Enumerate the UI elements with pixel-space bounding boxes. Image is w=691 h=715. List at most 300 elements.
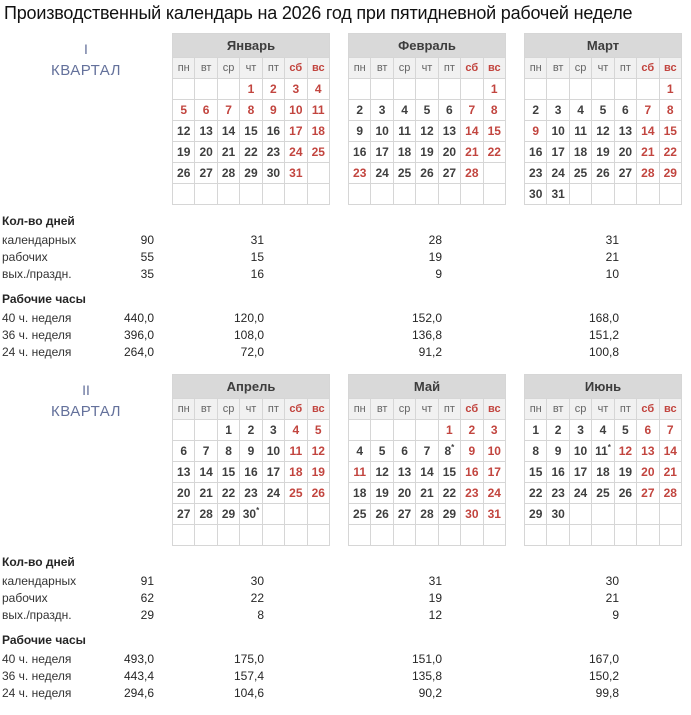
day-cell bbox=[659, 504, 681, 525]
day-cell bbox=[614, 504, 636, 525]
stats-value: 9 bbox=[435, 266, 442, 281]
day-cell bbox=[307, 184, 329, 205]
day-cell bbox=[349, 525, 371, 546]
day-cell bbox=[371, 420, 393, 441]
day-cell: 31 bbox=[285, 163, 307, 184]
stats-value: 21 bbox=[605, 590, 619, 605]
day-cell: 12 bbox=[173, 121, 195, 142]
day-cell: 10 bbox=[483, 441, 505, 462]
stats-value: 167,0 bbox=[588, 651, 619, 666]
day-cell: 25 bbox=[592, 483, 614, 504]
weekday-label: вт bbox=[195, 58, 217, 79]
month-calendar bbox=[348, 33, 506, 205]
stats-value: 150,2 bbox=[588, 668, 619, 683]
day-cell bbox=[173, 79, 195, 100]
month-calendar-body bbox=[349, 420, 506, 546]
day-cell: 4 bbox=[393, 100, 415, 121]
month-calendar-body bbox=[525, 79, 682, 205]
day-cell: 22 bbox=[217, 483, 239, 504]
weekday-label: пн bbox=[173, 58, 195, 79]
day-cell bbox=[307, 525, 329, 546]
stats-section-gap bbox=[2, 623, 619, 630]
days-count-section-title-row bbox=[2, 552, 619, 572]
stats-value: 90 bbox=[140, 232, 154, 247]
day-cell: 19 bbox=[592, 142, 614, 163]
stats-value: 120,0 bbox=[233, 310, 264, 325]
weekday-label: чт bbox=[240, 399, 262, 420]
day-cell: 21 bbox=[461, 142, 483, 163]
weekday-header-row bbox=[349, 58, 506, 79]
day-cell bbox=[195, 184, 217, 205]
month-title-row bbox=[525, 34, 682, 58]
day-cell: 19 bbox=[614, 462, 636, 483]
stats-value: 151,0 bbox=[411, 651, 442, 666]
day-cell: 6 bbox=[438, 100, 460, 121]
weekday-label: чт bbox=[240, 58, 262, 79]
week-row bbox=[525, 441, 682, 462]
stats-row bbox=[2, 684, 619, 701]
day-cell: 30* bbox=[240, 504, 262, 525]
day-cell: 30 bbox=[262, 163, 284, 184]
day-cell bbox=[195, 525, 217, 546]
day-cell bbox=[307, 163, 329, 184]
day-cell bbox=[525, 525, 547, 546]
day-cell: 25 bbox=[307, 142, 329, 163]
stats-value: 16 bbox=[250, 266, 264, 281]
month-title: Апрель bbox=[173, 375, 330, 399]
week-row bbox=[349, 163, 506, 184]
day-cell: 8 bbox=[240, 100, 262, 121]
day-cell: 15 bbox=[659, 121, 681, 142]
week-row bbox=[349, 79, 506, 100]
day-cell: 3 bbox=[547, 100, 569, 121]
stats-row-label: 36 ч. неделя bbox=[2, 327, 72, 342]
weekday-label: ср bbox=[217, 399, 239, 420]
day-cell: 17 bbox=[285, 121, 307, 142]
day-cell bbox=[371, 79, 393, 100]
day-cell: 2 bbox=[525, 100, 547, 121]
day-cell bbox=[217, 184, 239, 205]
days-count-section-title: Кол-во дней bbox=[2, 214, 75, 228]
stats-row-label: 24 ч. неделя bbox=[2, 344, 72, 359]
stats-value: 396,0 bbox=[123, 327, 154, 342]
day-cell: 20 bbox=[195, 142, 217, 163]
quarter-label bbox=[0, 374, 172, 423]
day-cell: 28 bbox=[461, 163, 483, 184]
quarters-container bbox=[0, 33, 691, 701]
day-cell bbox=[569, 525, 591, 546]
day-cell: 19 bbox=[416, 142, 438, 163]
day-cell: 18 bbox=[592, 462, 614, 483]
month-title: Май bbox=[349, 375, 506, 399]
day-cell bbox=[393, 184, 415, 205]
weekday-label: вс bbox=[483, 58, 505, 79]
day-cell bbox=[461, 79, 483, 100]
month-title: Февраль bbox=[349, 34, 506, 58]
quarter-1-block bbox=[0, 33, 691, 360]
week-row bbox=[173, 163, 330, 184]
day-cell: 26 bbox=[371, 504, 393, 525]
day-cell: 7 bbox=[195, 441, 217, 462]
month-calendar-head bbox=[349, 375, 506, 420]
day-cell: 28 bbox=[217, 163, 239, 184]
day-cell bbox=[349, 79, 371, 100]
day-cell bbox=[240, 184, 262, 205]
week-row bbox=[349, 184, 506, 205]
day-cell: 18 bbox=[349, 483, 371, 504]
day-cell bbox=[173, 525, 195, 546]
weekday-label: пн bbox=[349, 58, 371, 79]
weekday-label: сб bbox=[637, 58, 659, 79]
day-cell: 11* bbox=[592, 441, 614, 462]
day-cell: 27 bbox=[614, 163, 636, 184]
weekday-label: вт bbox=[547, 58, 569, 79]
day-cell: 5 bbox=[614, 420, 636, 441]
weekday-label: пт bbox=[614, 399, 636, 420]
month-title-row bbox=[525, 375, 682, 399]
day-cell: 15 bbox=[240, 121, 262, 142]
month-calendar-body bbox=[349, 79, 506, 205]
working-hours-section-title-row bbox=[2, 289, 619, 309]
day-cell: 9 bbox=[349, 121, 371, 142]
stats-value: 135,8 bbox=[411, 668, 442, 683]
stats-value: 31 bbox=[428, 573, 442, 588]
stats-value: 8 bbox=[257, 607, 264, 622]
week-row bbox=[349, 100, 506, 121]
day-cell: 18 bbox=[569, 142, 591, 163]
weekday-label: пт bbox=[438, 58, 460, 79]
stats-value: 91 bbox=[140, 573, 154, 588]
stats-value: 12 bbox=[428, 607, 442, 622]
day-cell: 23 bbox=[349, 163, 371, 184]
week-row bbox=[525, 525, 682, 546]
day-cell: 25 bbox=[285, 483, 307, 504]
day-cell: 25 bbox=[569, 163, 591, 184]
day-cell: 26 bbox=[592, 163, 614, 184]
day-cell: 4 bbox=[592, 420, 614, 441]
quarter-1-calendars-row bbox=[0, 33, 691, 205]
day-cell: 21 bbox=[416, 483, 438, 504]
stats-value: 19 bbox=[428, 590, 442, 605]
day-cell bbox=[637, 79, 659, 100]
weekday-label: сб bbox=[285, 58, 307, 79]
day-cell bbox=[569, 504, 591, 525]
day-cell bbox=[659, 184, 681, 205]
quarter-word: КВАРТАЛ bbox=[51, 403, 121, 420]
day-cell bbox=[195, 420, 217, 441]
month-calendar bbox=[524, 33, 682, 205]
day-cell: 7 bbox=[461, 100, 483, 121]
day-cell: 20 bbox=[438, 142, 460, 163]
day-cell: 14 bbox=[217, 121, 239, 142]
day-cell bbox=[592, 504, 614, 525]
weekday-label: вт bbox=[371, 58, 393, 79]
day-cell bbox=[547, 525, 569, 546]
day-cell: 6 bbox=[393, 441, 415, 462]
day-cell: 1 bbox=[240, 79, 262, 100]
weekday-label: вс bbox=[659, 58, 681, 79]
month-calendar-body bbox=[525, 420, 682, 546]
day-cell: 30 bbox=[461, 504, 483, 525]
day-cell: 9 bbox=[461, 441, 483, 462]
day-cell: 17 bbox=[371, 142, 393, 163]
weekday-label: вс bbox=[307, 399, 329, 420]
day-cell: 27 bbox=[637, 483, 659, 504]
day-cell: 7 bbox=[637, 100, 659, 121]
stats-value: 30 bbox=[605, 573, 619, 588]
stats-value: 30 bbox=[250, 573, 264, 588]
day-cell: 22 bbox=[659, 142, 681, 163]
day-cell bbox=[483, 163, 505, 184]
day-cell: 13 bbox=[173, 462, 195, 483]
stats-row bbox=[2, 309, 619, 326]
day-cell bbox=[483, 184, 505, 205]
month-calendar bbox=[172, 33, 330, 205]
stats-value: 15 bbox=[250, 249, 264, 264]
day-cell: 15 bbox=[217, 462, 239, 483]
week-row bbox=[525, 504, 682, 525]
day-cell: 6 bbox=[195, 100, 217, 121]
day-cell bbox=[461, 525, 483, 546]
week-row bbox=[525, 79, 682, 100]
day-cell bbox=[393, 525, 415, 546]
day-cell: 1 bbox=[525, 420, 547, 441]
day-cell: 12 bbox=[371, 462, 393, 483]
week-row bbox=[173, 504, 330, 525]
working-hours-section-title-row bbox=[2, 630, 619, 650]
day-cell: 11 bbox=[393, 121, 415, 142]
day-cell: 16 bbox=[349, 142, 371, 163]
day-cell: 28 bbox=[416, 504, 438, 525]
day-cell: 3 bbox=[262, 420, 284, 441]
month-title: Июнь bbox=[525, 375, 682, 399]
stats-row bbox=[2, 572, 619, 589]
day-cell: 29 bbox=[659, 163, 681, 184]
quarter-roman-numeral: I bbox=[84, 41, 88, 57]
weekday-label: ср bbox=[217, 58, 239, 79]
weekday-label: ср bbox=[569, 58, 591, 79]
day-cell bbox=[285, 525, 307, 546]
stats-value: 151,2 bbox=[588, 327, 619, 342]
month-calendar bbox=[348, 374, 506, 546]
day-cell: 16 bbox=[240, 462, 262, 483]
day-cell: 10 bbox=[547, 121, 569, 142]
week-row bbox=[173, 79, 330, 100]
stats-row-label: 36 ч. неделя bbox=[2, 668, 72, 683]
day-cell: 3 bbox=[285, 79, 307, 100]
month-title-row bbox=[173, 375, 330, 399]
stats-row bbox=[2, 326, 619, 343]
day-cell: 2 bbox=[547, 420, 569, 441]
working-hours-section-title: Рабочие часы bbox=[2, 292, 86, 306]
month-calendar-head bbox=[525, 34, 682, 79]
day-cell: 9 bbox=[547, 441, 569, 462]
day-cell: 13 bbox=[614, 121, 636, 142]
day-cell: 8* bbox=[438, 441, 460, 462]
day-cell: 16 bbox=[547, 462, 569, 483]
stats-row bbox=[2, 265, 619, 282]
stats-row bbox=[2, 589, 619, 606]
day-cell: 23 bbox=[525, 163, 547, 184]
day-cell: 23 bbox=[547, 483, 569, 504]
stats-value: 31 bbox=[605, 232, 619, 247]
day-cell: 9 bbox=[262, 100, 284, 121]
day-cell: 6 bbox=[637, 420, 659, 441]
day-cell: 14 bbox=[637, 121, 659, 142]
day-cell: 22 bbox=[240, 142, 262, 163]
day-cell: 8 bbox=[217, 441, 239, 462]
week-row bbox=[525, 100, 682, 121]
day-cell: 24 bbox=[483, 483, 505, 504]
day-cell: 10 bbox=[371, 121, 393, 142]
day-cell bbox=[285, 504, 307, 525]
quarter-stats-body bbox=[2, 211, 619, 360]
day-cell: 8 bbox=[525, 441, 547, 462]
day-cell: 14 bbox=[461, 121, 483, 142]
day-cell: 10 bbox=[285, 100, 307, 121]
stats-row bbox=[2, 650, 619, 667]
day-cell: 19 bbox=[371, 483, 393, 504]
day-cell: 1 bbox=[483, 79, 505, 100]
day-cell: 22 bbox=[483, 142, 505, 163]
stats-value: 22 bbox=[250, 590, 264, 605]
month-title-row bbox=[349, 375, 506, 399]
week-row bbox=[525, 163, 682, 184]
month-calendar-head bbox=[525, 375, 682, 420]
month-calendar-head bbox=[349, 34, 506, 79]
weekday-label: пн bbox=[349, 399, 371, 420]
day-cell bbox=[637, 504, 659, 525]
pre-holiday-asterisk: * bbox=[607, 443, 611, 452]
month-calendar-head bbox=[173, 375, 330, 420]
day-cell: 13 bbox=[393, 462, 415, 483]
stats-value: 136,8 bbox=[411, 327, 442, 342]
day-cell: 5 bbox=[592, 100, 614, 121]
week-row bbox=[173, 483, 330, 504]
day-cell bbox=[217, 525, 239, 546]
day-cell: 4 bbox=[307, 79, 329, 100]
weekday-label: чт bbox=[416, 399, 438, 420]
day-cell: 4 bbox=[569, 100, 591, 121]
day-cell: 14 bbox=[659, 441, 681, 462]
stats-value: 157,4 bbox=[233, 668, 264, 683]
weekday-header-row bbox=[173, 58, 330, 79]
day-cell: 29 bbox=[240, 163, 262, 184]
day-cell: 5 bbox=[416, 100, 438, 121]
stats-row bbox=[2, 343, 619, 360]
day-cell: 4 bbox=[349, 441, 371, 462]
month-calendar-head bbox=[173, 34, 330, 79]
day-cell: 27 bbox=[173, 504, 195, 525]
day-cell: 27 bbox=[393, 504, 415, 525]
day-cell bbox=[173, 420, 195, 441]
day-cell: 29 bbox=[525, 504, 547, 525]
day-cell: 9 bbox=[525, 121, 547, 142]
day-cell bbox=[614, 184, 636, 205]
day-cell: 31 bbox=[547, 184, 569, 205]
day-cell: 26 bbox=[416, 163, 438, 184]
day-cell bbox=[371, 184, 393, 205]
day-cell bbox=[592, 525, 614, 546]
day-cell: 2 bbox=[349, 100, 371, 121]
day-cell: 28 bbox=[637, 163, 659, 184]
day-cell: 1 bbox=[217, 420, 239, 441]
day-cell: 30 bbox=[525, 184, 547, 205]
day-cell: 5 bbox=[307, 420, 329, 441]
week-row bbox=[525, 420, 682, 441]
weekday-label: сб bbox=[461, 399, 483, 420]
stats-row-label: вых./праздн. bbox=[2, 266, 72, 281]
day-cell: 20 bbox=[393, 483, 415, 504]
week-row bbox=[173, 441, 330, 462]
production-calendar-page bbox=[0, 3, 691, 701]
day-cell: 9 bbox=[240, 441, 262, 462]
stats-value: 9 bbox=[612, 607, 619, 622]
day-cell: 28 bbox=[195, 504, 217, 525]
weekday-label: ср bbox=[393, 58, 415, 79]
day-cell bbox=[416, 420, 438, 441]
stats-section-gap-cell bbox=[2, 282, 94, 289]
day-cell: 14 bbox=[416, 462, 438, 483]
stats-row-label: 40 ч. неделя bbox=[2, 651, 72, 666]
day-cell: 21 bbox=[217, 142, 239, 163]
stats-value: 104,6 bbox=[233, 685, 264, 700]
day-cell: 17 bbox=[569, 462, 591, 483]
quarter-2-calendars-row bbox=[0, 374, 691, 546]
day-cell: 30 bbox=[547, 504, 569, 525]
week-row bbox=[525, 483, 682, 504]
quarter-word: КВАРТАЛ bbox=[51, 62, 121, 79]
day-cell: 1 bbox=[438, 420, 460, 441]
day-cell bbox=[240, 525, 262, 546]
day-cell: 24 bbox=[547, 163, 569, 184]
day-cell: 24 bbox=[262, 483, 284, 504]
stats-value: 55 bbox=[140, 249, 154, 264]
day-cell: 23 bbox=[262, 142, 284, 163]
day-cell: 5 bbox=[173, 100, 195, 121]
weekday-label: ср bbox=[569, 399, 591, 420]
day-cell: 24 bbox=[371, 163, 393, 184]
day-cell bbox=[262, 184, 284, 205]
day-cell: 25 bbox=[393, 163, 415, 184]
weekday-label: ср bbox=[393, 399, 415, 420]
stats-value: 62 bbox=[140, 590, 154, 605]
day-cell: 11 bbox=[349, 462, 371, 483]
day-cell bbox=[393, 420, 415, 441]
day-cell: 29 bbox=[438, 504, 460, 525]
day-cell: 11 bbox=[307, 100, 329, 121]
pre-holiday-asterisk: * bbox=[256, 506, 260, 515]
weekday-label: вт bbox=[371, 399, 393, 420]
week-row bbox=[525, 142, 682, 163]
working-hours-section-title: Рабочие часы bbox=[2, 633, 86, 647]
day-cell bbox=[438, 525, 460, 546]
stats-value: 443,4 bbox=[123, 668, 154, 683]
week-row bbox=[173, 121, 330, 142]
stats-value: 108,0 bbox=[233, 327, 264, 342]
stats-value: 19 bbox=[428, 249, 442, 264]
weekday-label: пт bbox=[262, 399, 284, 420]
stats-value: 175,0 bbox=[233, 651, 264, 666]
day-cell: 21 bbox=[195, 483, 217, 504]
weekday-header-row bbox=[525, 58, 682, 79]
day-cell bbox=[285, 184, 307, 205]
day-cell bbox=[592, 79, 614, 100]
day-cell: 27 bbox=[195, 163, 217, 184]
day-cell bbox=[173, 184, 195, 205]
month-title: Март bbox=[525, 34, 682, 58]
weekday-label: вс bbox=[659, 399, 681, 420]
